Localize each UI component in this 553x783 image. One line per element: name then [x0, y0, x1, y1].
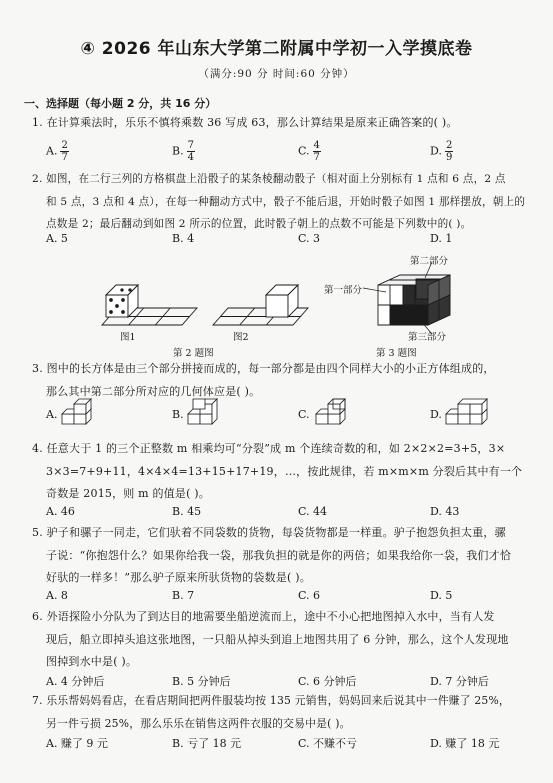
- section-heading: 一、选择题（每小题 2 分，共 16 分）: [24, 97, 217, 110]
- option-a: A. $\frac{2}{7}$: [46, 140, 68, 163]
- question-1: [32, 112, 532, 135]
- question-1-options: [46, 140, 526, 166]
- shape-a: [62, 399, 91, 424]
- question-3-shape-options: [0, 396, 553, 436]
- question-2-options: A. 5 B. 4 C. 3 D. 1: [46, 232, 453, 245]
- figure-caption-q3: 第 3 题图: [376, 348, 417, 359]
- question-5-options: A. 8 B. 7 C. 6 D. 5: [46, 589, 453, 602]
- question-1-text: 1. 在计算乘法时，乐乐不慎将乘数 36 写成 63，那么计算结果是原来正确答案的( )。: [32, 116, 458, 129]
- figure-2-diagram: [0, 250, 553, 370]
- page-title: ④ 2026 年山东大学第二附属中学初一入学摸底卷: [80, 39, 473, 59]
- question-6-options: A. 4 分钟后 B. 5 分钟后 C. 6 分钟后 D. 7 分钟后: [46, 675, 489, 688]
- shape-b: [188, 399, 217, 424]
- shape-c: [316, 399, 345, 424]
- question-4: 4. 任意大于 1 的三个正整数 m 相乘均可“分裂”成 m 个连续奇数的和，如 2×2×2=3+5，3× 3×3=7+9+11，4×4×4=13+15+17+19，…，按此规律，若 m×m×m 分裂后其中有一个 奇数是 2015，则 m 的值是( )。: [32, 442, 523, 500]
- option-c: C. $\frac{4}{7}$: [298, 140, 320, 163]
- question-4-options: A. 46 B. 45 C. 44 D. 43: [46, 505, 460, 518]
- question-5: 5. 驴子和骡子一同走，它们驮着不同袋数的货物，每袋货物都是一样重。驴子抱怨负担太重，骡 子说：“你抱怨什么？如果你给我一袋，那我负担的就是你的两倍；如果我给你一袋，我们才恰 好驮的一样多！”那么驴子原来所驮货物的袋数是( )。: [32, 526, 512, 584]
- page-subtitle: （满分:90 分 时间:60 分钟）: [198, 68, 355, 80]
- question-2: 2. 如图，在二行三列的方格棋盘上沿骰子的某条棱翻动骰子（相对面上分别标有 1 点和 6 点，2 点 和 5 点，3 点和 4 点），在每一种翻动方式中，骰子不能后退，开始时骰子如图 1 那样摆放，朝上的 点数是 2；最后翻动到如图 2 所示的位置，此时骰子朝上的点数不可能是下列数中的( )。: [32, 173, 526, 230]
- part-3-label: 第三部分: [408, 332, 447, 343]
- option-b: B. $\frac{7}{4}$: [172, 140, 194, 163]
- figure-1-label: 图1: [120, 332, 136, 343]
- figure-caption-q2: 第 2 题图: [173, 348, 214, 359]
- question-3-options: A. B. C. D.: [46, 408, 442, 421]
- part-2-label: 第二部分: [410, 256, 449, 267]
- shape-d: [446, 399, 487, 424]
- option-d: D. $\frac{2}{9}$: [430, 140, 453, 163]
- question-7-options: A. 赚了 9 元 B. 亏了 18 元 C. 不赚不亏 D. 赚了 18 元: [46, 737, 500, 750]
- question-7: 7. 乐乐帮妈妈看店，在看店期间把两件服装均按 135 元销售，妈妈回来后说其中一件赚了 25%， 另一件亏损 25%，那么乐乐在销售这两件衣服的交易中是( )。: [32, 694, 510, 730]
- figure-2-label: 图2: [233, 332, 249, 343]
- question-3: 3. 图中的长方体是由三个部分拼接而成的，每一部分都是由四个同样大小的小正方体组成的， 那么其中第二部分所对应的几何体应是( )。: [32, 362, 495, 398]
- part-1-label: 第一部分: [324, 285, 363, 296]
- question-6: 6. 外语探险小分队为了到达目的地需要坐船逆流而上，途中不小心把地图掉入水中，当有人发 现后，船立即掉头追这张地图，一只船从掉头到追上地图共用了 6 分钟，那么，这个人发现地 图掉到水中是( )。: [32, 610, 509, 668]
